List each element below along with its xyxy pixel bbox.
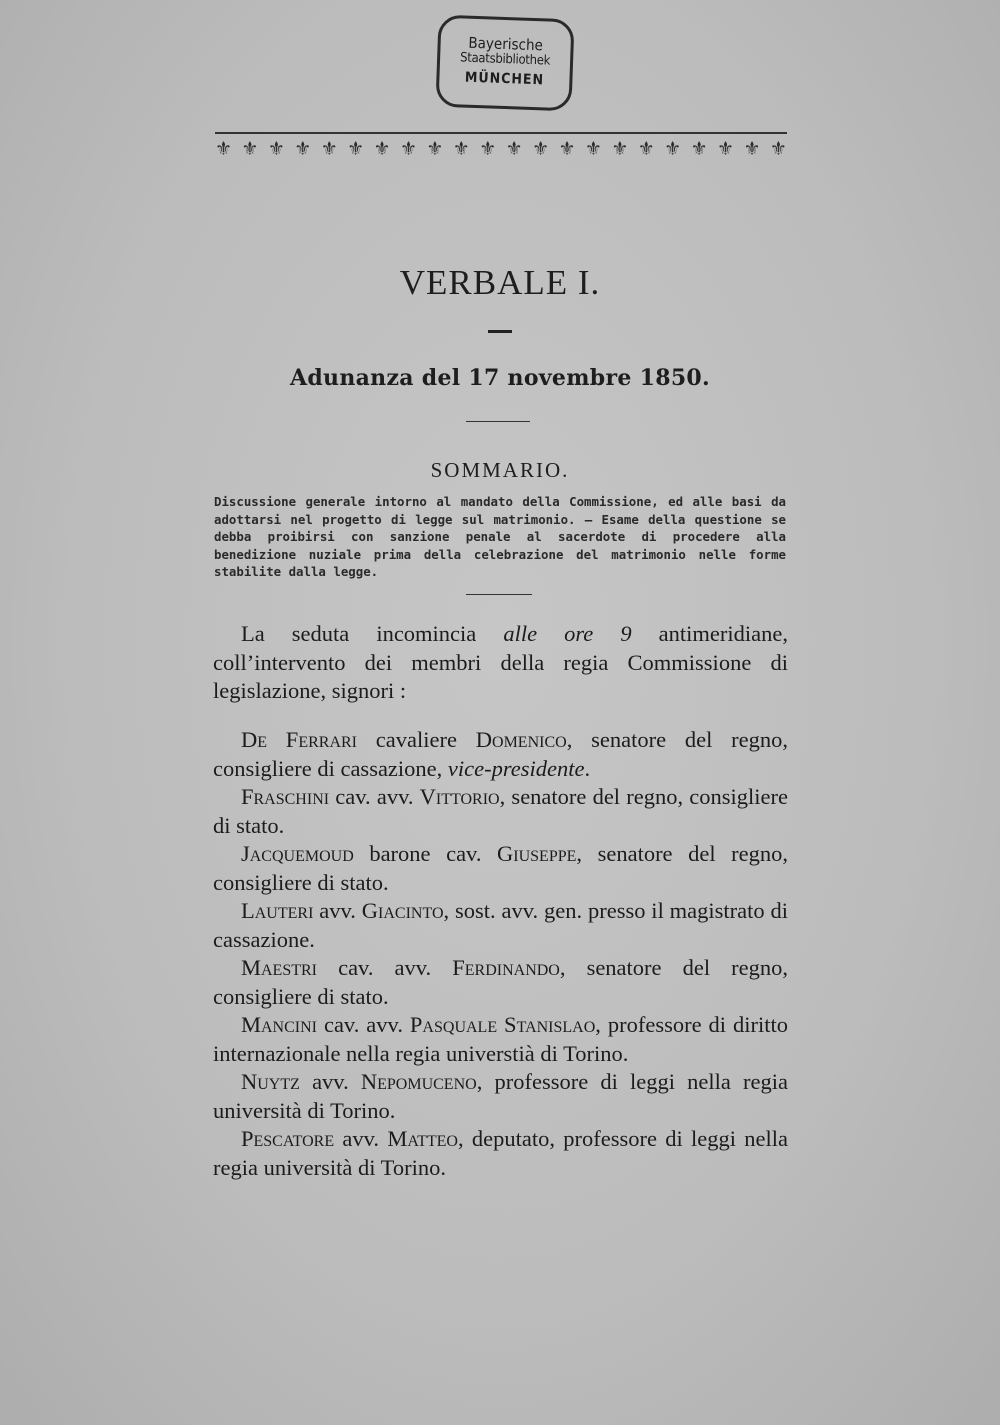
member-surname: De Ferrari (241, 727, 357, 752)
member-name: Matteo (387, 1126, 458, 1151)
member-surname: Pescatore (241, 1126, 335, 1151)
opening-text-before: La seduta incomincia (241, 621, 504, 646)
fleur-de-lis-icon: ⚜ (320, 138, 338, 160)
fleur-de-lis-icon: ⚜ (690, 138, 708, 160)
member-surname: Lauteri (241, 898, 314, 923)
library-stamp (435, 15, 574, 112)
fleur-de-lis-icon: ⚜ (664, 138, 682, 160)
member-role: , senatore del regno, consigliere di stato. (213, 784, 788, 838)
fleur-de-lis-icon: ⚜ (532, 138, 550, 160)
member-role: , professore di leggi nella regia università di Torino. (213, 1069, 788, 1123)
member-surname: Mancini (241, 1012, 317, 1037)
member-title: avv. (299, 1069, 361, 1094)
member-title: avv. (334, 1126, 388, 1151)
fleur-de-lis-icon: ⚜ (373, 138, 391, 160)
session-date-heading: Adunanza del 17 novembre 1850. (289, 365, 711, 391)
fleur-de-lis-icon: ⚜ (637, 138, 655, 160)
member-name: Giacinto (361, 898, 444, 923)
member-entry (213, 897, 788, 954)
title-dash-divider (488, 330, 512, 333)
fleur-de-lis-icon: ⚜ (743, 138, 761, 160)
fleur-de-lis-icon: ⚜ (558, 138, 576, 160)
fleur-de-lis-icon: ⚜ (347, 138, 365, 160)
fleur-de-lis-icon: ⚜ (267, 138, 285, 160)
member-office: vice-presidente (447, 755, 585, 781)
member-title: barone cav. (353, 841, 498, 866)
summary-heading: SOMMARIO. (430, 458, 570, 482)
member-role: , senatore del regno, consigliere di stato. (213, 955, 788, 1009)
fleur-de-lis-icon: ⚜ (584, 138, 602, 160)
opening-paragraph (213, 620, 788, 706)
member-entry (213, 1068, 788, 1125)
fleur-de-lis-icon: ⚜ (717, 138, 735, 160)
fleur-de-lis-icon: ⚜ (294, 138, 312, 160)
summary-text: Discussione generale intorno al mandato della Commissione, ed alle basi da adottarsi nel progetto di legge sul matrimonio. — Esame della questione se debba proibirsi con sanzione penale al sacerdote di procedere alla benedizione nuziale prima della celebrazione del matrimonio nelle forme stabilite dalla legge. (214, 494, 786, 579)
member-entry (213, 726, 788, 783)
opening-time: alle ore 9 (503, 621, 632, 646)
member-title: cav. avv. (329, 784, 420, 809)
member-name: Ferdinando (452, 955, 560, 980)
member-title: avv. (313, 898, 362, 923)
stamp-line-1: Bayerische (468, 33, 544, 55)
divider-rule (466, 421, 530, 422)
stamp-line-2: Staatsbibliothek (459, 50, 551, 69)
fleur-de-lis-icon: ⚜ (215, 138, 233, 160)
fleur-de-lis-icon: ⚜ (611, 138, 629, 160)
ornament-rule (215, 132, 787, 134)
fleur-de-lis-icon: ⚜ (452, 138, 470, 160)
member-surname: Fraschini (241, 784, 330, 809)
page-title: VERBALE I. (399, 263, 601, 302)
member-role: , sost. avv. gen. presso il magistrato di cassazione. (213, 898, 789, 952)
member-surname: Nuytz (241, 1069, 300, 1094)
stamp-line-3: MÜNCHEN (464, 69, 545, 89)
member-surname: Maestri (241, 955, 318, 980)
member-entry (213, 1125, 788, 1182)
fleur-de-lis-icon: ⚜ (769, 138, 787, 160)
member-role: , senatore del regno, consigliere di stato. (213, 841, 788, 895)
member-role: , professore di diritto internazionale nella regia universtià di Torino. (213, 1012, 789, 1066)
member-name: Pasquale Stanislao (409, 1012, 596, 1037)
member-surname: Jacquemoud (241, 841, 354, 866)
member-name: Domenico (475, 727, 567, 752)
fleur-de-lis-icon: ⚜ (426, 138, 444, 160)
opening-text-after: antimeridiane, coll’intervento dei membri della regia Commissione di legislazione, signori : (213, 621, 788, 703)
summary-divider (466, 594, 532, 595)
ornamental-border (215, 136, 787, 162)
member-entry (213, 783, 788, 840)
member-entry (213, 954, 788, 1011)
fleur-de-lis-icon: ⚜ (505, 138, 523, 160)
member-role: , senatore del regno, consigliere di cassazione, (213, 727, 788, 781)
member-title: cav. avv. (317, 955, 453, 980)
fleur-de-lis-icon: ⚜ (479, 138, 497, 160)
members-list (213, 726, 788, 1182)
member-entry (213, 1011, 788, 1068)
member-entry (213, 840, 788, 897)
member-name: Vittorio (419, 784, 500, 809)
member-title: cavaliere (357, 727, 476, 752)
member-name: Nepomuceno (360, 1069, 477, 1094)
member-title: cav. avv. (317, 1012, 410, 1037)
fleur-de-lis-icon: ⚜ (241, 138, 259, 160)
member-name: Giuseppe (497, 841, 577, 866)
member-end: . (584, 755, 591, 781)
fleur-de-lis-icon: ⚜ (399, 138, 417, 160)
member-role: , deputato, professore di leggi nella regia università di Torino. (213, 1126, 789, 1180)
